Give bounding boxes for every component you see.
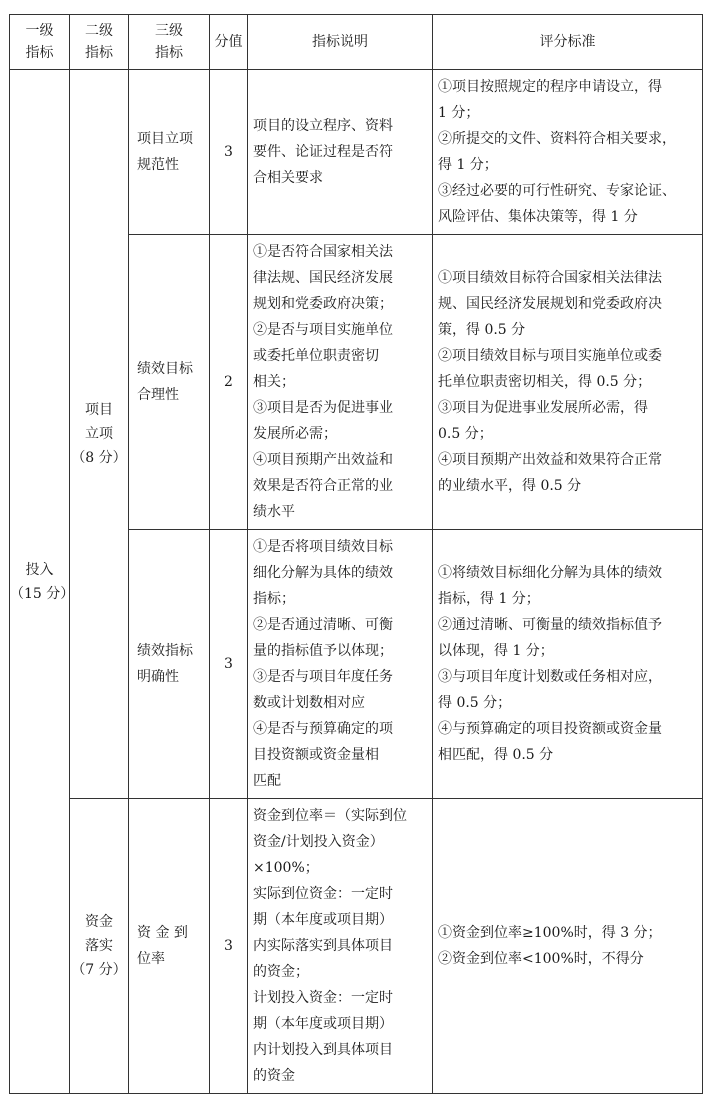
description-line: 律法规、国民经济发展	[253, 270, 393, 286]
description-line: 资金到位率＝（实际到位	[253, 808, 407, 824]
description-cell	[248, 235, 433, 530]
criteria-line: ④项目预期产出效益和效果符合正常	[438, 452, 662, 468]
criteria-line: 以体现，得 1 分；	[438, 643, 554, 659]
description-line: ③是否与项目年度任务	[253, 669, 393, 685]
description-cell	[248, 799, 433, 1094]
header-level3-line1: 三级	[155, 23, 183, 39]
description-line: 效果是否符合正常的业	[253, 478, 393, 494]
level2-name-line1: 资金	[85, 914, 113, 930]
description-line: 规划和党委政府决策；	[253, 296, 393, 312]
level2-score: （7 分）	[71, 962, 127, 978]
criteria-line: ②通过清晰、可衡量的绩效指标值予	[438, 617, 662, 633]
criteria-cell	[433, 799, 703, 1094]
level1-score: （15 分）	[10, 585, 75, 602]
description-line: 的资金	[253, 1068, 295, 1084]
table-header-row	[10, 15, 703, 70]
description-line: 资金/计划投入资金）	[253, 834, 384, 850]
header-level2-line2: 指标	[85, 45, 113, 61]
header-level2-line1: 二级	[85, 23, 113, 39]
header-level3	[129, 15, 210, 70]
level3-line2: 明确性	[137, 669, 179, 685]
description-line: 指标；	[253, 591, 295, 607]
description-cell	[248, 70, 433, 235]
description-line: 量的指标值予以体现；	[253, 643, 393, 659]
level3-line2: 合理性	[137, 387, 179, 403]
level2-name-line2: 落实	[85, 938, 113, 954]
level3-cell	[129, 70, 210, 235]
header-level1-line2: 指标	[25, 45, 54, 61]
criteria-line: 1 分；	[438, 105, 480, 121]
description-line: 发展所必需；	[253, 426, 337, 442]
description-line: 内计划投入到具体项目	[253, 1042, 393, 1058]
criteria-line: ②资金到位率<100%时，不得分	[438, 951, 644, 967]
table-row	[10, 70, 703, 235]
description-line: 合相关要求	[253, 170, 323, 186]
criteria-line: 0.5 分；	[438, 426, 493, 442]
description-line: 计划投入资金：一定时	[253, 990, 393, 1006]
level1-cell	[10, 70, 75, 1094]
criteria-line: ③与项目年度计划数或任务相对应，	[438, 669, 662, 685]
description-line: ③项目是否为促进事业	[253, 400, 393, 416]
level3-cell	[129, 530, 210, 799]
description-line: ②是否与项目实施单位	[253, 322, 393, 338]
level3-line1: 项目立项	[137, 131, 193, 147]
criteria-line: 指标，得 1 分；	[438, 591, 540, 607]
criteria-line: ①资金到位率≥100%时，得 3 分；	[438, 925, 662, 941]
header-level3-line2: 指标	[155, 45, 183, 61]
header-level2	[70, 15, 129, 70]
level2-cell-funding	[70, 799, 129, 1094]
description-line: ④是否与预算确定的项	[253, 721, 393, 737]
header-level1-line1: 一级	[25, 23, 54, 39]
criteria-cell	[433, 70, 703, 235]
description-line: ①是否符合国家相关法	[253, 244, 393, 260]
criteria-line: ④与预算确定的项目投资额或资金量	[438, 721, 662, 737]
criteria-line: 策，得 0.5 分	[438, 322, 526, 338]
level2-cell-project	[70, 70, 129, 799]
criteria-line: ③经过必要的可行性研究、专家论证、	[438, 183, 676, 199]
criteria-line: 托单位职责密切相关，得 0.5 分；	[438, 374, 652, 390]
level2-name-line1: 项目	[85, 402, 113, 418]
description-line: ②是否通过清晰、可衡	[253, 617, 393, 633]
description-line: 项目的设立程序、资料	[253, 118, 393, 134]
level3-line2: 规范性	[137, 157, 179, 173]
level2-name-line2: 立项	[85, 426, 113, 442]
level3-cell	[129, 235, 210, 530]
criteria-line: 得 0.5 分；	[438, 695, 512, 711]
criteria-line: ③项目为促进事业发展所必需，得	[438, 400, 648, 416]
level3-cell	[129, 799, 210, 1094]
criteria-line: 得 1 分；	[438, 157, 498, 173]
description-line: ④项目预期产出效益和	[253, 452, 393, 468]
description-line: 或委托单位职责密切	[253, 348, 379, 364]
level3-line1: 绩效目标	[137, 361, 193, 377]
description-line: 的资金；	[253, 964, 309, 980]
description-line: 要件、论证过程是否符	[253, 144, 393, 160]
score-cell: 2	[210, 235, 248, 530]
criteria-line: 规、国民经济发展规划和党委政府决	[438, 296, 662, 312]
description-line: 相关；	[253, 374, 295, 390]
criteria-line: 相匹配，得 0.5 分	[438, 747, 554, 763]
criteria-line: ②所提交的文件、资料符合相关要求，	[438, 131, 676, 147]
description-line: 实际到位资金：一定时	[253, 886, 393, 902]
criteria-line: 的业绩水平，得 0.5 分	[438, 478, 582, 494]
description-cell	[248, 530, 433, 799]
header-score: 分值	[210, 15, 248, 70]
header-criteria: 评分标准	[433, 15, 703, 70]
evaluation-index-table	[9, 14, 703, 1094]
description-line: 数或计划数相对应	[253, 695, 365, 711]
level3-line2: 位率	[137, 951, 165, 967]
description-line: ①是否将项目绩效目标	[253, 539, 393, 555]
criteria-line: ①项目绩效目标符合国家相关法律法	[438, 270, 662, 286]
criteria-cell	[433, 530, 703, 799]
criteria-cell	[433, 235, 703, 530]
score-cell: 3	[210, 799, 248, 1094]
description-line: 期（本年度或项目期）	[253, 1016, 393, 1032]
description-line: 匹配	[253, 773, 281, 789]
criteria-line: 风险评估、集体决策等，得 1 分	[438, 209, 638, 225]
level3-line1: 绩效指标	[137, 643, 193, 659]
description-line: ×100%；	[253, 860, 319, 876]
criteria-line: ①项目按照规定的程序申请设立，得	[438, 79, 662, 95]
description-line: 期（本年度或项目期）	[253, 912, 393, 928]
description-line: 细化分解为具体的绩效	[253, 565, 393, 581]
level2-score: （8 分）	[71, 450, 127, 466]
score-cell: 3	[210, 70, 248, 235]
description-line: 目投资额或资金量相	[253, 747, 379, 763]
header-description: 指标说明	[248, 15, 433, 70]
criteria-line: ②项目绩效目标与项目实施单位或委	[438, 348, 662, 364]
level3-line1: 资 金 到	[137, 925, 188, 941]
description-line: 绩水平	[253, 504, 295, 520]
table-row	[10, 799, 703, 1094]
level1-name: 投入	[25, 561, 54, 578]
score-cell: 3	[210, 530, 248, 799]
description-line: 内实际落实到具体项目	[253, 938, 393, 954]
criteria-line: ①将绩效目标细化分解为具体的绩效	[438, 565, 662, 581]
header-level1	[10, 15, 70, 70]
